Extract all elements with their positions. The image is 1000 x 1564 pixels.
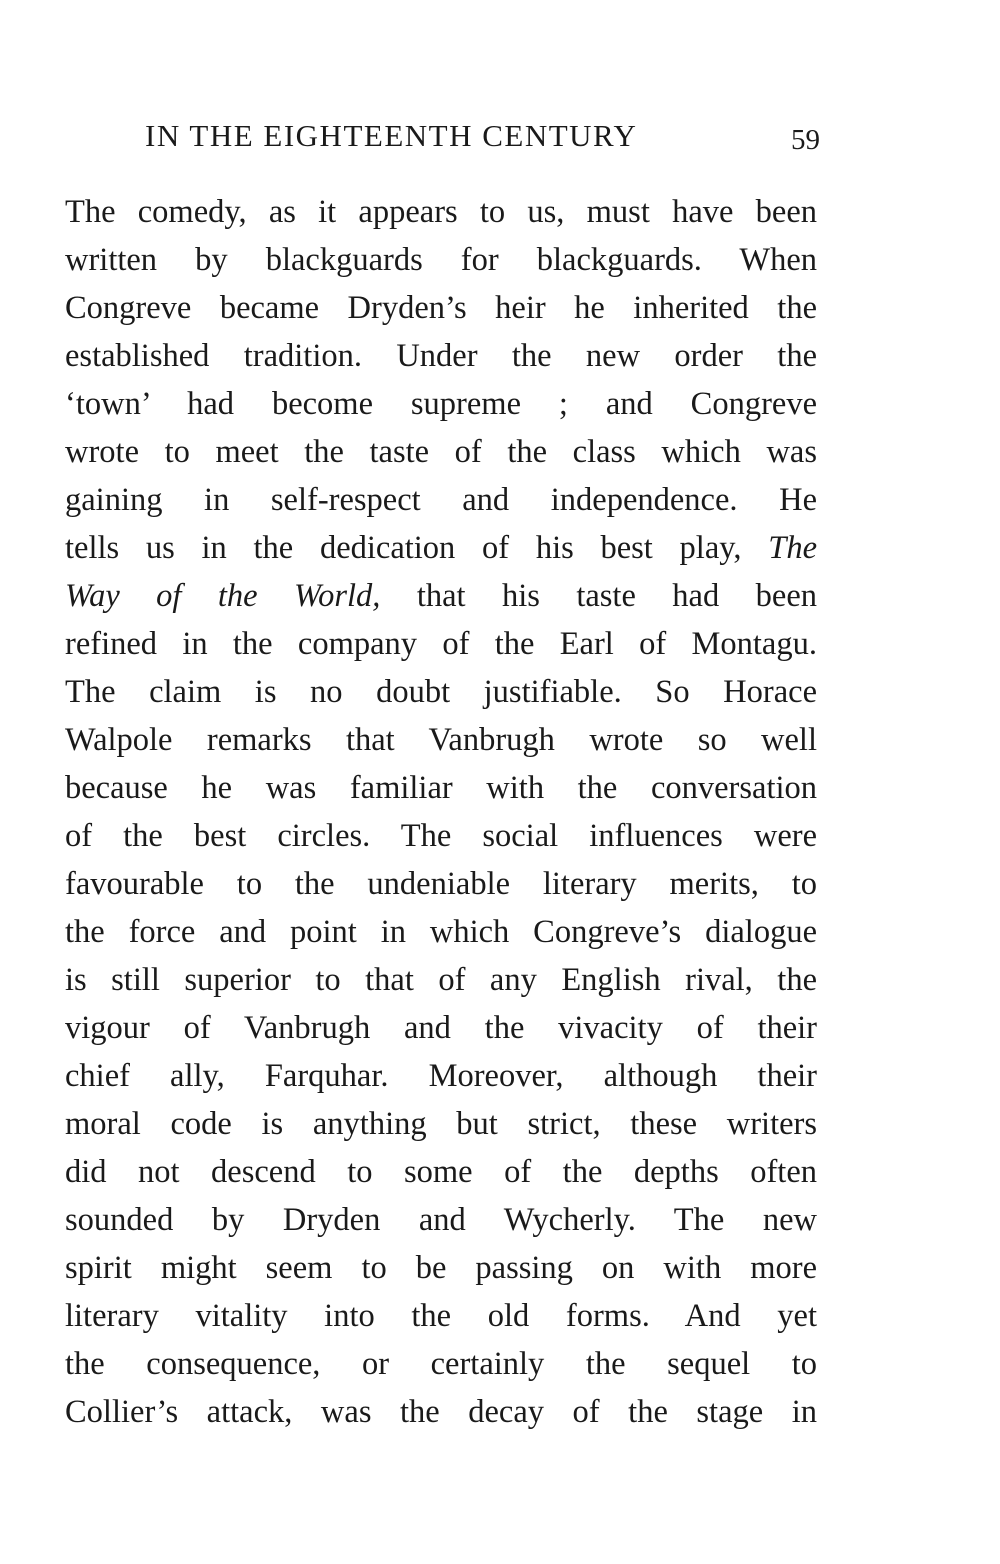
text-segment: that his taste had been bbox=[416, 578, 818, 614]
text-line: The comedy, as it appears to us, must have been bbox=[65, 194, 817, 230]
text-line: refined in the company of the Earl of Montagu. bbox=[65, 626, 817, 662]
text-line: Walpole remarks that Vanbrugh wrote so well bbox=[65, 722, 817, 758]
text-line: wrote to meet the taste of the class which was bbox=[65, 434, 817, 470]
text-line: written by blackguards for blackguards. When bbox=[65, 242, 817, 278]
running-head bbox=[145, 112, 820, 160]
text-segment: tells us in the dedication of his best play, bbox=[65, 530, 742, 566]
text-line: moral code is anything but strict, these writers bbox=[65, 1106, 817, 1142]
text-line: vigour of Vanbrugh and the vivacity of their bbox=[65, 1010, 817, 1046]
text-line: sounded by Dryden and Wycherly. The new bbox=[65, 1202, 817, 1238]
text-line: did not descend to some of the depths often bbox=[65, 1154, 817, 1190]
italic-title-end: Way of the World, bbox=[65, 578, 381, 614]
text-line: literary vitality into the old forms. And yet bbox=[65, 1298, 817, 1334]
running-head-title: IN THE EIGHTEENTH CENTURY bbox=[145, 118, 638, 153]
text-line bbox=[65, 524, 817, 572]
page-number: 59 bbox=[791, 124, 820, 156]
text-line: the force and point in which Congreve’s dialogue bbox=[65, 914, 817, 950]
text-line: Congreve became Dryden’s heir he inherited the bbox=[65, 290, 817, 326]
text-line: because he was familiar with the conversation bbox=[65, 770, 817, 806]
italic-title-start: The bbox=[768, 530, 818, 566]
text-line: Collier’s attack, was the decay of the stage in bbox=[65, 1394, 817, 1430]
text-line bbox=[65, 572, 817, 620]
text-line: of the best circles. The social influences were bbox=[65, 818, 817, 854]
text-line: the consequence, or certainly the sequel to bbox=[65, 1346, 817, 1382]
text-line: ‘town’ had become supreme ; and Congreve bbox=[65, 386, 817, 422]
text-line: is still superior to that of any English rival, the bbox=[65, 962, 817, 998]
text-line: The claim is no doubt justifiable. So Horace bbox=[65, 674, 817, 710]
text-line: chief ally, Farquhar. Moreover, although their bbox=[65, 1058, 817, 1094]
text-line: favourable to the undeniable literary merits, to bbox=[65, 866, 817, 902]
text-line: gaining in self-respect and independence. He bbox=[65, 482, 817, 518]
text-line: established tradition. Under the new order the bbox=[65, 338, 817, 374]
body-text bbox=[65, 188, 817, 1436]
text-line: spirit might seem to be passing on with more bbox=[65, 1250, 817, 1286]
